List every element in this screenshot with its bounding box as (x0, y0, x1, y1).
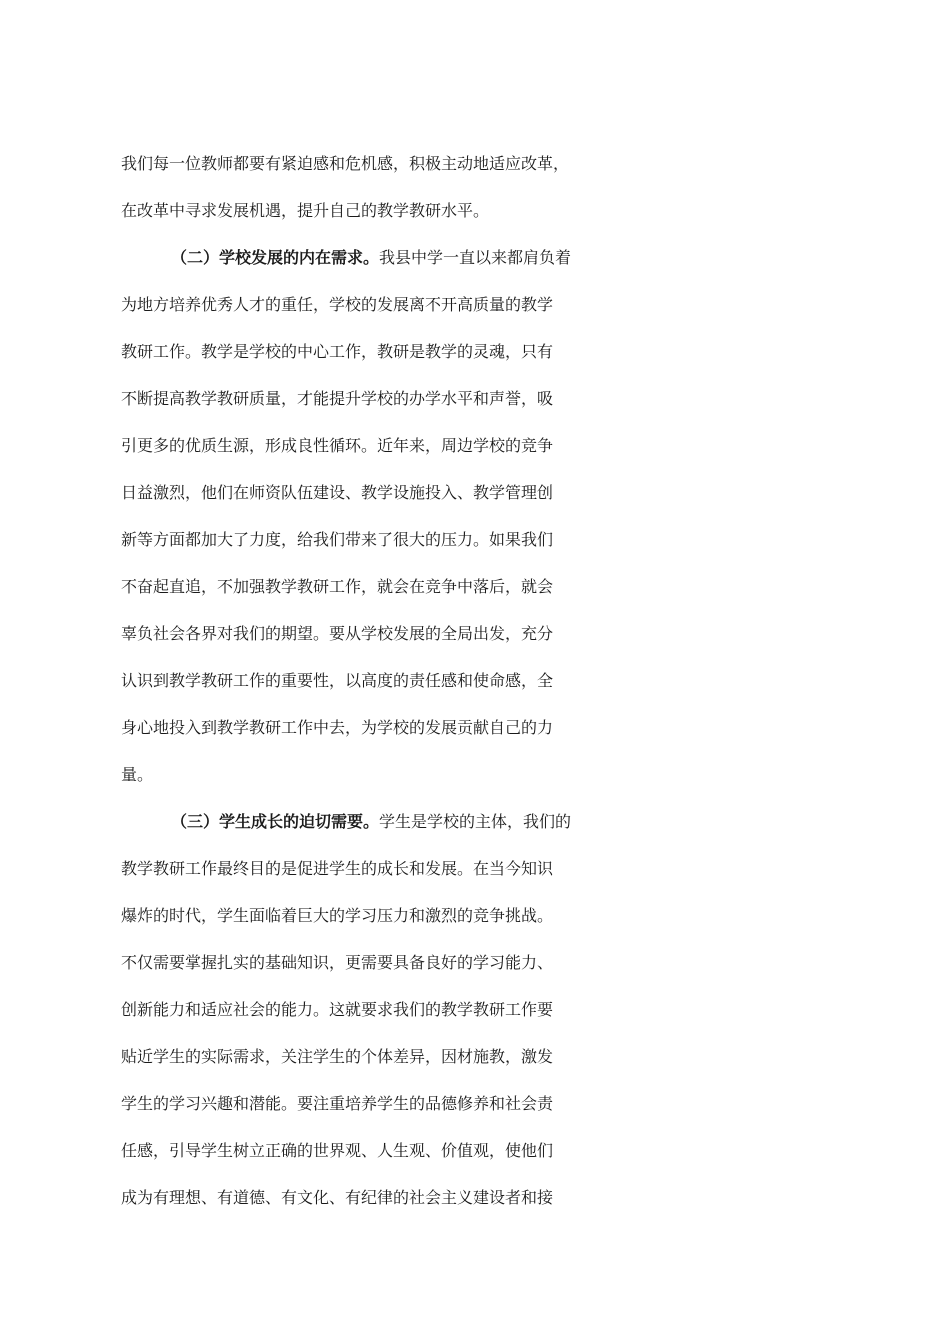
paragraph-3-line-5: 创新能力和适应社会的能力。这就要求我们的教学教研工作要 (121, 1000, 554, 1019)
paragraph-2-line-6: 日益激烈，他们在师资队伍建设、教学设施投入、教学管理创 (121, 483, 554, 502)
paragraph-2-line-4: 不断提高教学教研质量，才能提升学校的办学水平和声誉，吸 (121, 389, 554, 408)
paragraph-2-line-9: 辜负社会各界对我们的期望。要从学校发展的全局出发，充分 (121, 624, 554, 643)
paragraph-2-line-11: 身心地投入到教学教研工作中去，为学校的发展贡献自己的力 (121, 718, 554, 737)
paragraph-3-line-8: 任感，引导学生树立正确的世界观、人生观、价值观，使他们 (121, 1141, 554, 1160)
paragraph-3-line-1 (171, 802, 950, 842)
paragraph-3-line-1-text: 学生是学校的主体，我们的 (379, 812, 572, 831)
paragraph-1-line-1: 我们每一位教师都要有紧迫感和危机感，积极主动地适应改革， (121, 154, 570, 173)
paragraph-2-line-5: 引更多的优质生源，形成良性循环。近年来，周边学校的竞争 (121, 436, 554, 455)
paragraph-3-line-7: 学生的学习兴趣和潜能。要注重培养学生的品德修养和社会责 (121, 1094, 554, 1113)
paragraph-3-line-9: 成为有理想、有道德、有文化、有纪律的社会主义建设者和接 (121, 1188, 554, 1207)
paragraph-2-line-7: 新等方面都加大了力度，给我们带来了很大的压力。如果我们 (121, 530, 554, 549)
paragraph-3-line-6: 贴近学生的实际需求，关注学生的个体差异，因材施教，激发 (121, 1047, 554, 1066)
paragraph-3-line-3: 爆炸的时代，学生面临着巨大的学习压力和激烈的竞争挑战。 (121, 906, 554, 925)
paragraph-1-line-2: 在改革中寻求发展机遇，提升自己的教学教研水平。 (121, 201, 490, 220)
paragraph-2-line-10: 认识到教学教研工作的重要性，以高度的责任感和使命感，全 (121, 671, 554, 690)
paragraph-3-line-2: 教学教研工作最终目的是促进学生的成长和发展。在当今知识 (121, 859, 554, 878)
paragraph-2-heading: （二）学校发展的内在需求。 (171, 248, 380, 267)
paragraph-2-line-12: 量。 (121, 765, 154, 784)
paragraph-2-line-2: 为地方培养优秀人才的重任，学校的发展离不开高质量的教学 (121, 295, 554, 314)
paragraph-3-line-4: 不仅需要掌握扎实的基础知识，更需要具备良好的学习能力、 (121, 953, 554, 972)
paragraph-2-line-1-text: 我县中学一直以来都肩负着 (379, 248, 572, 267)
paragraph-3-heading: （三）学生成长的迫切需要。 (171, 812, 380, 831)
paragraph-2-line-3: 教研工作。教学是学校的中心工作，教研是教学的灵魂，只有 (121, 342, 554, 361)
paragraph-2-line-8: 不奋起直追，不加强教学教研工作，就会在竞争中落后，就会 (121, 577, 554, 596)
paragraph-2-line-1 (171, 238, 950, 278)
